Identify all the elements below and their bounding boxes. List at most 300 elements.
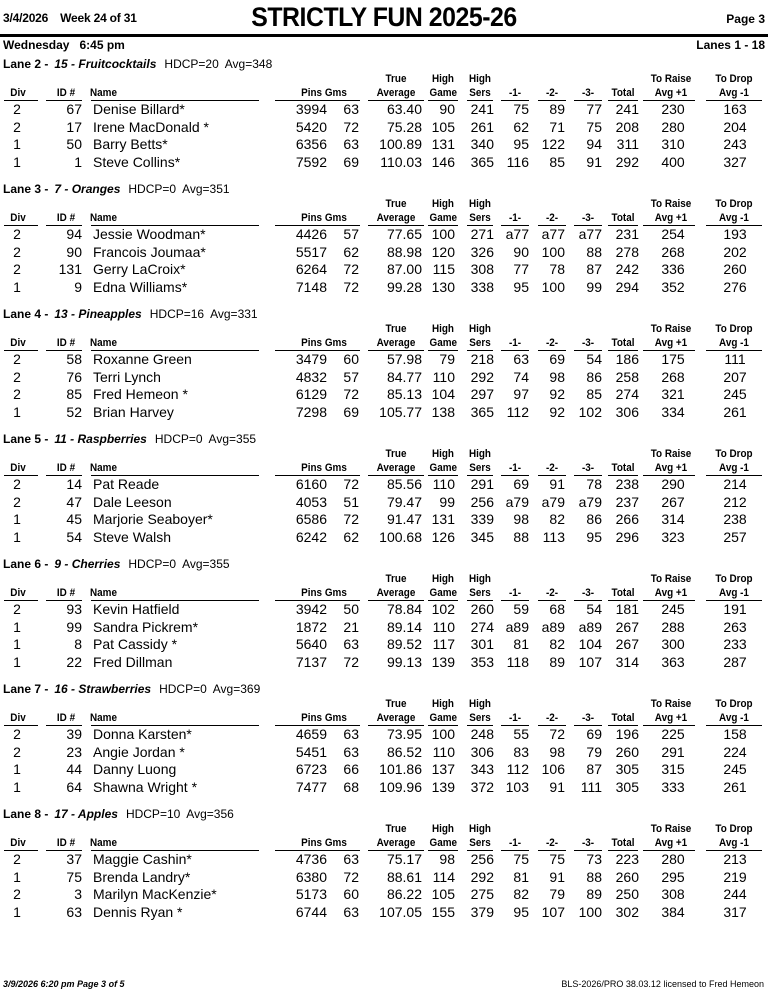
cell-id: 75 — [66, 868, 82, 885]
column-header: Total — [611, 837, 635, 849]
cell-high-sers: 339 — [470, 511, 494, 527]
cell-div: 1 — [13, 278, 21, 295]
cell-high-sers: 256 — [470, 493, 494, 510]
cell-name: Pat Cassidy * — [93, 636, 178, 652]
cell-g1: 112 — [506, 403, 529, 420]
cell-true-avg: 99.28 — [386, 278, 422, 295]
cell-raise: 310 — [661, 136, 685, 152]
cell-name: Marilyn MacKenzie* — [93, 886, 217, 902]
cell-g3: 100 — [578, 903, 602, 920]
column-header-top: True — [385, 573, 407, 585]
column-header-gms: Gms — [324, 212, 347, 224]
cell-gms: 62 — [343, 528, 359, 545]
cell-high-sers: 271 — [470, 226, 494, 242]
cell-name: Denise Billard* — [93, 101, 185, 117]
team-name: 9 - Cherries — [54, 557, 121, 571]
column-header-top: To Raise — [650, 198, 692, 210]
cell-raise: 314 — [661, 511, 685, 527]
column-header: -1- — [508, 337, 522, 349]
cell-g1: 95 — [513, 278, 529, 295]
column-header: Sers — [469, 462, 491, 474]
cell-pins: 4053 — [295, 493, 327, 510]
column-header: Average — [376, 87, 416, 99]
column-header: Avg +1 — [654, 337, 688, 349]
cell-g2: a89 — [541, 618, 565, 635]
cell-high-game: 110 — [432, 743, 455, 760]
cell-name: Angie Jordan * — [93, 743, 185, 760]
cell-id: 23 — [66, 743, 82, 760]
cell-g1: 81 — [513, 636, 529, 652]
cell-div: 2 — [13, 601, 21, 617]
cell-high-sers: 241 — [470, 101, 494, 117]
cell-high-sers: 345 — [470, 528, 494, 545]
column-header: -3- — [581, 212, 595, 224]
cell-name: Roxanne Green — [93, 351, 192, 367]
cell-g1: 88 — [513, 528, 529, 545]
cell-pins: 5517 — [295, 243, 327, 260]
cell-name: Brian Harvey — [93, 403, 174, 420]
cell-drop: 191 — [723, 601, 747, 617]
cell-total: 196 — [615, 726, 639, 742]
cell-id: 85 — [66, 386, 82, 402]
cell-div: 2 — [13, 261, 21, 277]
column-header: ID # — [56, 212, 76, 224]
cell-gms: 57 — [343, 226, 359, 242]
cell-high-sers: 274 — [470, 618, 494, 635]
lane-label: Lane 7 - — [3, 682, 49, 696]
cell-g3: 86 — [586, 368, 602, 385]
cell-id: 9 — [74, 278, 82, 295]
column-header: Div — [10, 462, 26, 474]
cell-g1: a89 — [505, 618, 529, 635]
bowler-row — [0, 476, 768, 493]
cell-g3: 102 — [578, 403, 602, 420]
cell-id: 47 — [66, 493, 82, 510]
cell-pins: 5173 — [295, 886, 327, 902]
league-schedule — [3, 38, 125, 52]
cell-drop: 276 — [723, 278, 747, 295]
column-header: ID # — [56, 837, 76, 849]
column-header: Average — [376, 712, 416, 724]
cell-drop: 233 — [723, 636, 747, 652]
column-header: Sers — [469, 337, 491, 349]
cell-true-avg: 109.96 — [379, 778, 422, 795]
column-header: Avg +1 — [654, 212, 688, 224]
cell-div: 2 — [13, 851, 21, 867]
cell-raise: 280 — [661, 851, 685, 867]
bowler-row — [0, 904, 768, 921]
bowler-row — [0, 886, 768, 903]
column-header: -3- — [581, 462, 595, 474]
cell-total: 302 — [615, 903, 639, 920]
cell-pins: 1872 — [295, 618, 327, 635]
cell-div: 1 — [13, 653, 21, 670]
cell-id: 76 — [66, 368, 82, 385]
cell-g1: 116 — [506, 153, 529, 170]
bowler-row — [0, 869, 768, 886]
cell-pins: 3479 — [295, 351, 327, 367]
cell-total: 267 — [615, 636, 639, 652]
column-header: -1- — [508, 837, 522, 849]
column-header-top: High — [431, 698, 454, 710]
team-handicap: HDCP=0 — [128, 557, 177, 571]
column-header-top: High — [468, 823, 491, 835]
cell-div: 1 — [13, 778, 21, 795]
cell-total: 267 — [615, 618, 639, 635]
cell-raise: 321 — [661, 386, 685, 402]
cell-div: 2 — [13, 886, 21, 902]
cell-total: 208 — [615, 118, 639, 135]
cell-g3: a89 — [578, 618, 602, 635]
cell-total: 306 — [615, 403, 639, 420]
lane-label: Lane 8 - — [3, 807, 49, 821]
cell-g2: 78 — [549, 261, 565, 277]
cell-g1: 103 — [505, 778, 529, 795]
cell-drop: 260 — [723, 261, 747, 277]
cell-g1: 75 — [513, 101, 529, 117]
lane-heading — [3, 57, 272, 71]
cell-g1: 62 — [513, 118, 529, 135]
cell-raise: 254 — [661, 226, 685, 242]
column-header: Average — [376, 462, 416, 474]
cell-g3: 107 — [578, 653, 602, 670]
cell-gms: 72 — [343, 118, 359, 135]
column-header-top: High — [431, 823, 454, 835]
cell-name: Dale Leeson — [93, 493, 172, 510]
cell-raise: 290 — [661, 476, 685, 492]
cell-total: 241 — [615, 101, 639, 117]
cell-true-avg: 88.98 — [386, 243, 422, 260]
column-header-top: High — [431, 73, 454, 85]
column-header: -3- — [581, 87, 595, 99]
cell-div: 1 — [13, 636, 21, 652]
column-header: Game — [429, 87, 458, 99]
cell-id: 64 — [66, 778, 82, 795]
cell-high-sers: 308 — [470, 261, 494, 277]
column-header: Avg -1 — [719, 587, 749, 599]
cell-name: Fred Hemeon * — [93, 386, 188, 402]
cell-raise: 400 — [661, 153, 685, 170]
cell-drop: 327 — [723, 153, 747, 170]
cell-name: Marjorie Seaboyer* — [93, 511, 213, 527]
footer-license: BLS-2026/PRO 38.03.12 licensed to Fred Hemeon — [561, 979, 764, 989]
column-header-top: High — [431, 573, 454, 585]
column-header-top: To Drop — [715, 698, 753, 710]
cell-high-game: 155 — [431, 903, 455, 920]
bowler-row — [0, 244, 768, 261]
cell-drop: 317 — [723, 903, 747, 920]
lane-label: Lane 2 - — [3, 57, 49, 71]
cell-id: 3 — [74, 886, 82, 902]
cell-g3: 75 — [586, 118, 602, 135]
cell-drop: 111 — [724, 351, 746, 367]
cell-g1: 81 — [513, 868, 529, 885]
cell-high-game: 115 — [432, 261, 455, 277]
cell-total: 237 — [615, 493, 639, 510]
bowler-row — [0, 494, 768, 511]
cell-high-sers: 372 — [470, 778, 494, 795]
cell-g2: 98 — [549, 743, 565, 760]
cell-g2: a77 — [541, 226, 565, 242]
column-header: Name — [90, 837, 117, 849]
cell-g2: 91 — [549, 476, 565, 492]
cell-id: 67 — [66, 101, 82, 117]
cell-g1: 69 — [513, 476, 529, 492]
cell-id: 50 — [66, 136, 82, 152]
report-date: 3/4/2026 — [3, 11, 49, 25]
column-header: Total — [611, 337, 635, 349]
column-header: Name — [90, 462, 117, 474]
column-header: Avg +1 — [654, 87, 688, 99]
column-header: Total — [611, 87, 635, 99]
lane-section — [0, 682, 768, 807]
column-header: -1- — [508, 212, 522, 224]
column-header: Name — [90, 587, 117, 599]
column-header-gms: Gms — [324, 837, 347, 849]
cell-id: 1 — [74, 153, 82, 170]
column-header: Name — [90, 712, 117, 724]
cell-high-game: 137 — [431, 761, 455, 777]
cell-gms: 63 — [343, 636, 359, 652]
column-header-top: High — [468, 323, 491, 335]
bowler-row — [0, 779, 768, 796]
column-header: Avg -1 — [719, 337, 749, 349]
column-header-top: True — [385, 823, 407, 835]
cell-g3: 54 — [586, 351, 602, 367]
cell-raise: 268 — [661, 243, 685, 260]
cell-total: 305 — [615, 761, 639, 777]
lane-heading — [3, 557, 230, 571]
cell-drop: 238 — [723, 511, 747, 527]
column-header-pins-gms — [293, 712, 354, 725]
cell-g2: 106 — [541, 761, 565, 777]
column-header-pins: Pins — [301, 587, 323, 599]
column-header: Total — [611, 587, 635, 599]
cell-g1: 75 — [513, 851, 529, 867]
cell-g3: 94 — [586, 136, 602, 152]
cell-raise: 175 — [661, 351, 685, 367]
column-header: ID # — [56, 87, 76, 99]
team-average: Avg=331 — [210, 307, 258, 321]
cell-gms: 60 — [343, 886, 359, 902]
bowler-row — [0, 369, 768, 386]
cell-total: 186 — [615, 351, 639, 367]
team-handicap: HDCP=0 — [154, 432, 203, 446]
column-header: Game — [429, 337, 458, 349]
cell-name: Terri Lynch — [93, 368, 161, 385]
column-header: Sers — [469, 712, 491, 724]
column-header: Game — [429, 712, 458, 724]
cell-gms: 63 — [343, 726, 359, 742]
cell-drop: 261 — [723, 403, 747, 420]
cell-g1: 83 — [513, 743, 529, 760]
column-header: Avg +1 — [654, 587, 688, 599]
cell-g2: 91 — [549, 778, 565, 795]
column-header: Avg -1 — [719, 712, 749, 724]
cell-total: 314 — [615, 653, 639, 670]
cell-id: 39 — [66, 726, 82, 742]
cell-raise: 245 — [661, 601, 685, 617]
column-header-top: High — [431, 448, 454, 460]
team-handicap: HDCP=10 — [125, 807, 181, 821]
cell-high-sers: 261 — [470, 118, 494, 135]
column-header: -2- — [545, 712, 559, 724]
cell-g1: 95 — [513, 136, 529, 152]
bowler-row — [0, 261, 768, 278]
cell-pins: 3994 — [295, 101, 327, 117]
cell-drop: 163 — [723, 101, 747, 117]
cell-high-game: 105 — [431, 118, 455, 135]
cell-g3: 91 — [586, 153, 602, 170]
team-name: 13 - Pineapples — [54, 307, 142, 321]
column-header-pins-gms — [293, 837, 354, 850]
cell-g2: 107 — [541, 903, 565, 920]
cell-div: 2 — [13, 101, 21, 117]
lane-section — [0, 182, 768, 307]
cell-g1: 95 — [513, 903, 529, 920]
cell-pins: 6744 — [295, 903, 327, 920]
column-header: Average — [376, 337, 416, 349]
cell-raise: 336 — [661, 261, 685, 277]
report-header — [0, 0, 768, 36]
cell-raise: 225 — [661, 726, 685, 742]
cell-total: 223 — [615, 851, 639, 867]
column-header-top: To Raise — [650, 573, 692, 585]
cell-raise: 230 — [661, 101, 685, 117]
cell-id: 14 — [66, 476, 82, 492]
cell-drop: 243 — [723, 136, 747, 152]
column-header-top: To Raise — [650, 323, 692, 335]
cell-high-sers: 301 — [470, 636, 494, 652]
cell-high-sers: 256 — [470, 851, 494, 867]
cell-g2: 75 — [549, 851, 565, 867]
cell-total: 258 — [615, 368, 639, 385]
cell-gms: 51 — [343, 493, 359, 510]
column-header: ID # — [56, 712, 76, 724]
cell-pins: 4426 — [295, 226, 327, 242]
cell-drop: 202 — [723, 243, 747, 260]
cell-gms: 72 — [343, 511, 359, 527]
team-handicap: HDCP=0 — [128, 182, 177, 196]
column-header: -2- — [545, 837, 559, 849]
cell-gms: 63 — [343, 903, 359, 920]
column-header: ID # — [56, 587, 76, 599]
cell-g1: a79 — [505, 493, 529, 510]
cell-raise: 295 — [661, 868, 685, 885]
cell-gms: 63 — [343, 101, 359, 117]
cell-true-avg: 75.28 — [386, 118, 422, 135]
cell-pins: 7148 — [295, 278, 327, 295]
column-header: Total — [611, 212, 635, 224]
column-header: Average — [376, 837, 416, 849]
bowler-row — [0, 226, 768, 243]
cell-pins: 7477 — [295, 778, 327, 795]
bowler-row — [0, 136, 768, 153]
cell-g1: 112 — [506, 761, 529, 777]
cell-drop: 212 — [723, 493, 747, 510]
column-header-top: To Raise — [650, 448, 692, 460]
lane-label: Lane 5 - — [3, 432, 49, 446]
cell-raise: 280 — [661, 118, 685, 135]
team-average: Avg=355 — [182, 557, 230, 571]
cell-high-game: 120 — [431, 243, 455, 260]
cell-g3: 99 — [586, 278, 602, 295]
cell-total: 250 — [615, 886, 639, 902]
cell-g2: 79 — [549, 886, 565, 902]
cell-true-avg: 105.77 — [379, 403, 422, 420]
cell-high-game: 79 — [439, 351, 455, 367]
cell-name: Donna Karsten* — [93, 726, 192, 742]
cell-total: 260 — [615, 743, 639, 760]
cell-g2: 68 — [549, 601, 565, 617]
cell-high-game: 131 — [431, 511, 455, 527]
cell-total: 266 — [615, 511, 639, 527]
cell-total: 242 — [615, 261, 639, 277]
cell-high-sers: 338 — [470, 278, 494, 295]
cell-total: 311 — [616, 136, 639, 152]
column-header-top: True — [385, 323, 407, 335]
team-handicap: HDCP=20 — [164, 57, 219, 71]
cell-total: 231 — [615, 226, 639, 242]
cell-g2: 89 — [549, 653, 565, 670]
cell-true-avg: 77.65 — [386, 226, 422, 242]
cell-div: 2 — [13, 386, 21, 402]
column-header: Div — [10, 212, 26, 224]
bowler-row — [0, 761, 768, 778]
cell-g1: 77 — [513, 261, 529, 277]
cell-pins: 4659 — [295, 726, 327, 742]
cell-true-avg: 89.14 — [386, 618, 422, 635]
cell-name: Gerry LaCroix* — [93, 261, 186, 277]
cell-pins: 6129 — [295, 386, 327, 402]
cell-g1: 118 — [506, 653, 529, 670]
cell-name: Maggie Cashin* — [93, 851, 192, 867]
cell-raise: 315 — [661, 761, 685, 777]
bowler-row — [0, 744, 768, 761]
column-header: -2- — [545, 462, 559, 474]
column-header: -3- — [581, 587, 595, 599]
cell-total: 292 — [615, 153, 639, 170]
cell-g3: 54 — [586, 601, 602, 617]
cell-total: 294 — [615, 278, 639, 295]
cell-drop: 263 — [723, 618, 747, 635]
column-header: Div — [10, 337, 26, 349]
team-average: Avg=355 — [208, 432, 257, 446]
column-header-top: To Drop — [715, 323, 753, 335]
column-header-gms: Gms — [324, 587, 347, 599]
footer-printed: 3/9/2026 6:20 pm Page 3 of 5 — [3, 979, 125, 989]
column-header: ID # — [56, 462, 76, 474]
bowler-row — [0, 529, 768, 546]
lane-label: Lane 3 - — [3, 182, 49, 196]
cell-g2: 100 — [541, 243, 565, 260]
bowler-row — [0, 654, 768, 671]
cell-g3: 73 — [586, 851, 602, 867]
cell-pins: 6380 — [295, 868, 327, 885]
cell-high-game: 110 — [432, 476, 455, 492]
cell-gms: 72 — [343, 261, 359, 277]
cell-g2: 92 — [549, 386, 565, 402]
cell-g3: 95 — [586, 528, 602, 545]
cell-true-avg: 78.84 — [386, 601, 422, 617]
cell-drop: 207 — [723, 368, 747, 385]
column-header: Name — [90, 87, 117, 99]
team-name: 17 - Apples — [54, 807, 118, 821]
cell-raise: 352 — [661, 278, 685, 295]
column-header: Avg +1 — [654, 837, 688, 849]
cell-name: Steve Collins* — [93, 153, 181, 170]
cell-drop: 244 — [723, 886, 747, 902]
